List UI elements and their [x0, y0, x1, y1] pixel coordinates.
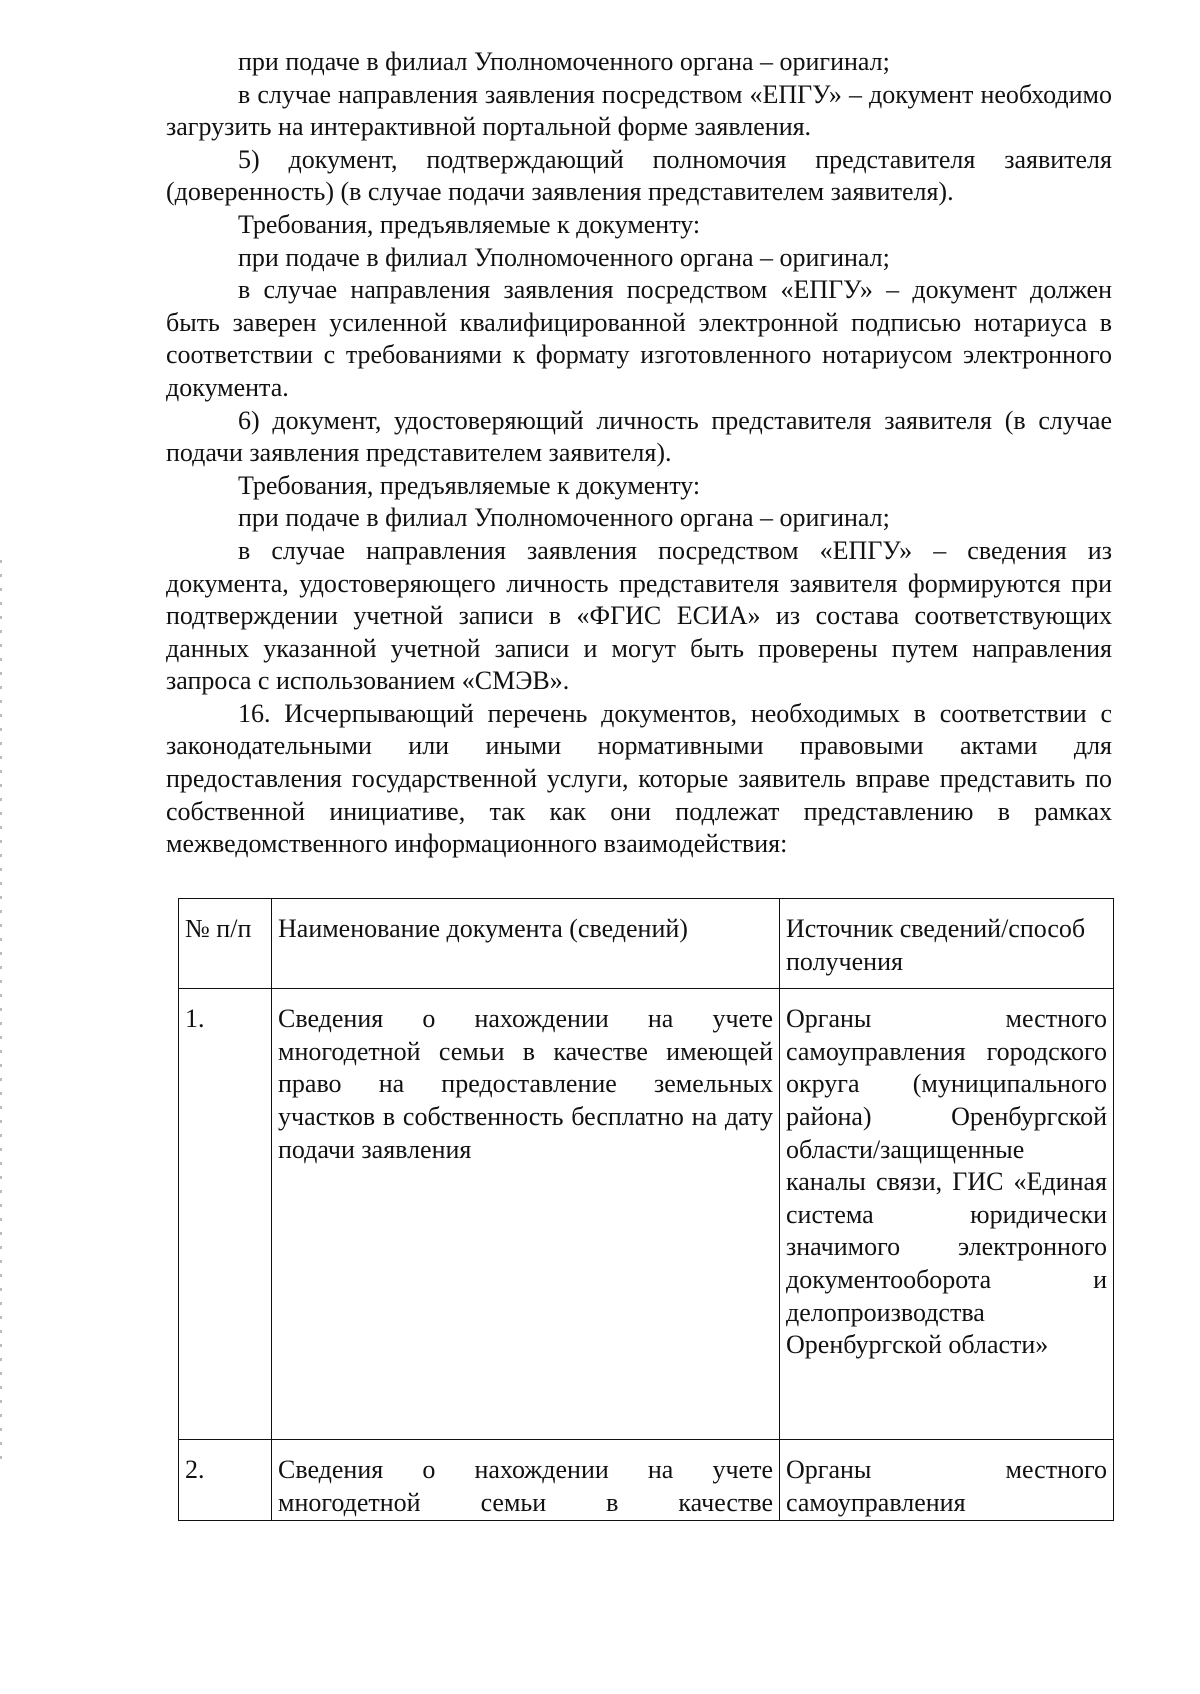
paragraph: при подаче в филиал Уполномоченного органа – оригинал; — [238, 47, 890, 76]
table-header-row — [179, 899, 1114, 989]
documents-table-wrap — [178, 898, 1113, 1521]
scan-edge-marks — [0, 560, 2, 1460]
row-name: Сведения о нахождении на учете многодетной семьи в качестве — [272, 1440, 780, 1521]
paragraph: 6) документ, удостоверяющий личность представителя заявителя (в случае подачи заявления представителем заявителя). — [166, 405, 1112, 468]
body-text — [166, 46, 1112, 861]
paragraph: 16. Исчерпывающий перечень документов, необходимых в соответствии с законодательными или иными нормативными правовыми актами для предоставления государственной услуги, которые заявитель вправе представить по собственной инициативе, так как они подлежат представлению в рамках межведомственного информационного взаимодействия: — [166, 698, 1112, 859]
row-name: Сведения о нахождении на учете многодетной семьи в качестве имеющей право на предоставление земельных участков в собственность бесплатно на дату подачи заявления — [272, 989, 780, 1440]
row-num: 1. — [179, 989, 272, 1440]
paragraph: в случае направления заявления посредством «ЕПГУ» – сведения из документа, удостоверяющего личность представителя заявителя формируются при подтверждении учетной записи в «ФГИС ЕСИА» из состава соответствующих данных указанной учетной записи и могут быть проверены путем направления запроса с использованием «СМЭВ». — [166, 535, 1112, 696]
paragraph: при подаче в филиал Уполномоченного органа – оригинал; — [238, 242, 890, 272]
row-num: 2. — [179, 1440, 272, 1521]
documents-table — [178, 898, 1114, 1521]
paragraph: при подаче в филиал Уполномоченного органа – оригинал; — [238, 503, 890, 533]
header-name: Наименование документа (сведений) — [272, 899, 780, 989]
table-row — [179, 989, 1114, 1440]
row-source: Органы местного самоуправления — [780, 1440, 1114, 1521]
paragraph: 5) документ, подтверждающий полномочия представителя заявителя (доверенность) (в случае подачи заявления представителем заявителя). — [166, 144, 1112, 207]
row-source: Органы местного самоуправления городского округа (муниципального района) Оренбургской области/защищенные каналы связи, ГИС «Единая система юридически значимого электронного документооборота и делопроизводства Оренбургской области» — [780, 989, 1114, 1440]
header-num: № п/п — [179, 899, 272, 989]
paragraph: в случае направления заявления посредством «ЕПГУ» – документ должен быть заверен усиленной квалифицированной электронной подписью нотариуса в соответствии с требованиями к формату изготовленного нотариусом электронного документа. — [166, 275, 1112, 402]
table-row — [179, 1440, 1114, 1521]
header-source: Источник сведений/способ получения — [780, 899, 1114, 989]
paragraph: Требования, предъявляемые к документу: — [238, 209, 701, 239]
paragraph: Требования, предъявляемые к документу: — [238, 470, 701, 500]
paragraph: в случае направления заявления посредством «ЕПГУ» – документ необходимо загрузить на интерактивной портальной форме заявления. — [166, 79, 1112, 142]
